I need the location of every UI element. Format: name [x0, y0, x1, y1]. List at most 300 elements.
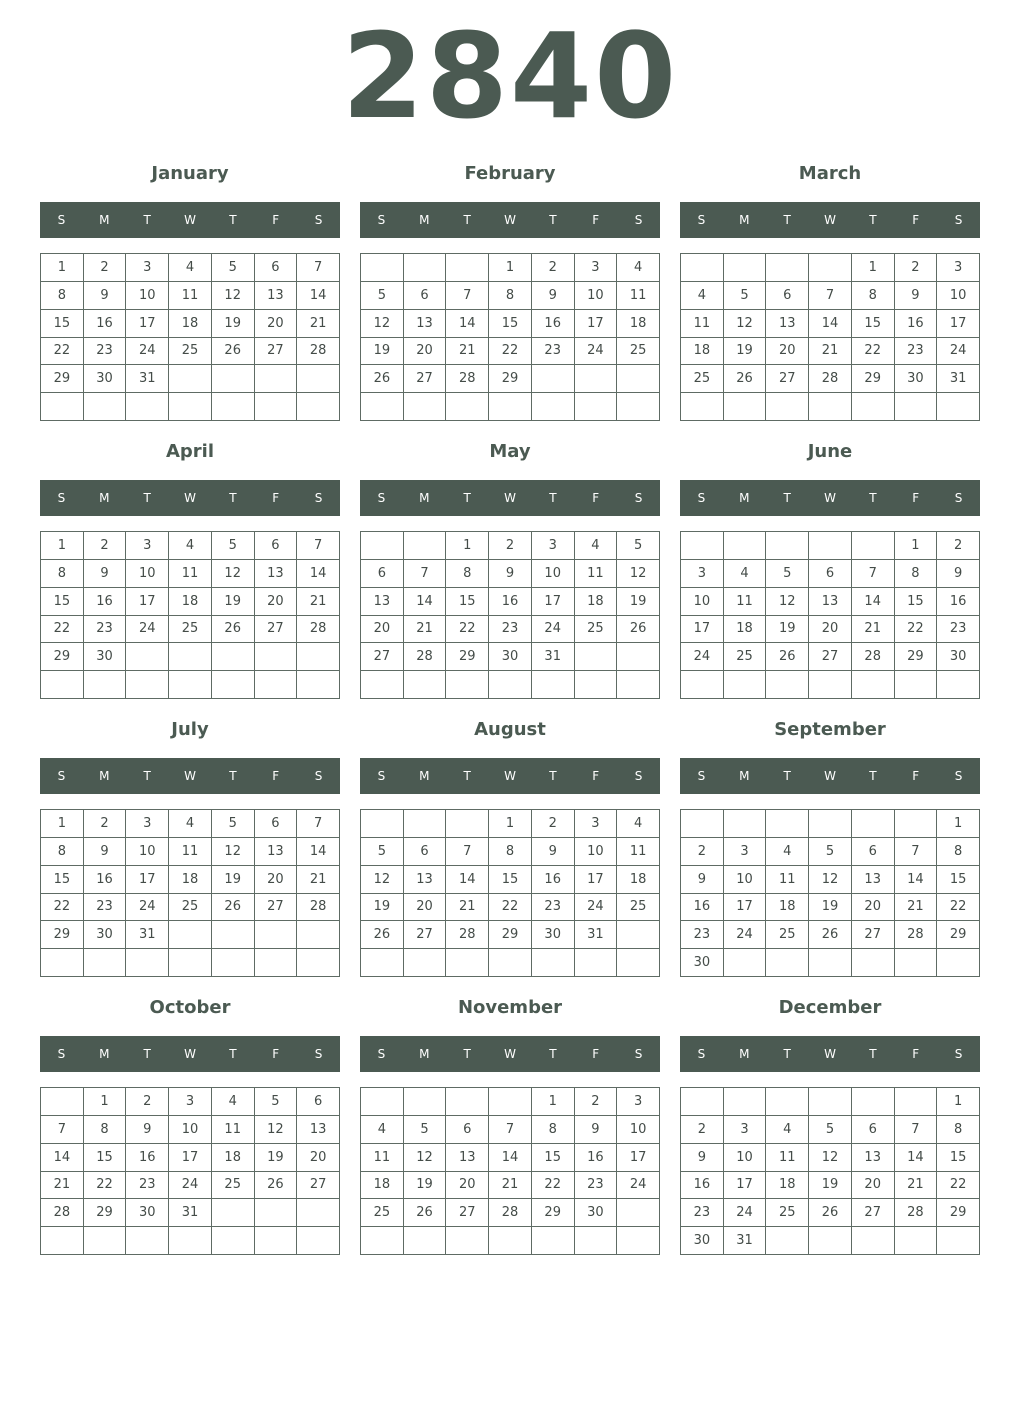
day-cell: 13	[361, 588, 404, 616]
day-cell: 11	[212, 1116, 255, 1144]
empty-day-cell	[255, 365, 298, 393]
day-cell: 20	[404, 894, 447, 922]
weekday-label: F	[272, 213, 280, 227]
day-cell: 3	[617, 1088, 660, 1116]
day-cell: 22	[41, 616, 84, 644]
day-cell: 10	[126, 282, 169, 310]
empty-day-cell	[212, 1227, 255, 1255]
month-november	[360, 993, 660, 1221]
day-cell: 7	[809, 282, 852, 310]
empty-day-cell	[895, 1227, 938, 1255]
day-cell: 10	[575, 838, 618, 866]
day-cell: 29	[852, 365, 895, 393]
empty-day-cell	[809, 532, 852, 560]
day-cell: 26	[809, 921, 852, 949]
day-cell: 24	[575, 894, 618, 922]
weekday-label: W	[184, 213, 196, 227]
day-cell: 20	[766, 338, 809, 366]
day-cell: 13	[766, 310, 809, 338]
day-cell: 2	[84, 810, 127, 838]
weekday-label: T	[143, 213, 151, 227]
weekday-label: T	[549, 1047, 557, 1061]
day-cell: 1	[937, 810, 980, 838]
empty-day-cell	[361, 254, 404, 282]
day-cell: 20	[255, 310, 298, 338]
empty-day-cell	[852, 393, 895, 421]
day-cell: 22	[489, 894, 532, 922]
weekday-label: S	[954, 1047, 963, 1061]
day-cell: 28	[41, 1199, 84, 1227]
day-cell: 14	[297, 560, 340, 588]
empty-day-cell	[937, 1227, 980, 1255]
day-cell: 17	[126, 588, 169, 616]
day-cell: 12	[361, 310, 404, 338]
weekday-header	[40, 480, 340, 516]
day-cell: 8	[41, 838, 84, 866]
day-cell: 22	[489, 338, 532, 366]
empty-day-cell	[575, 1227, 618, 1255]
day-cell: 17	[126, 310, 169, 338]
day-cell: 24	[126, 616, 169, 644]
day-cell: 1	[41, 532, 84, 560]
day-cell: 18	[766, 1172, 809, 1200]
day-cell: 15	[41, 310, 84, 338]
day-cell: 25	[575, 616, 618, 644]
day-cell: 3	[126, 532, 169, 560]
day-cell: 20	[255, 866, 298, 894]
day-cell: 8	[937, 1116, 980, 1144]
empty-day-cell	[489, 393, 532, 421]
day-cell: 27	[297, 1172, 340, 1200]
day-cell: 22	[84, 1172, 127, 1200]
weekday-label: F	[592, 491, 600, 505]
day-cell: 2	[681, 1116, 724, 1144]
empty-day-cell	[297, 1227, 340, 1255]
weekday-label: T	[549, 491, 557, 505]
empty-day-cell	[404, 810, 447, 838]
weekday-label: T	[143, 491, 151, 505]
weekday-label: W	[824, 1047, 836, 1061]
weekday-label: T	[549, 769, 557, 783]
day-cell: 29	[489, 921, 532, 949]
empty-day-cell	[766, 532, 809, 560]
weekday-label: S	[954, 491, 963, 505]
day-cell: 21	[297, 866, 340, 894]
day-cell: 21	[446, 338, 489, 366]
day-cell: 4	[766, 838, 809, 866]
weekday-label: T	[549, 213, 557, 227]
day-cell: 30	[84, 921, 127, 949]
day-cell: 5	[212, 254, 255, 282]
day-cell: 14	[809, 310, 852, 338]
day-cell: 8	[532, 1116, 575, 1144]
weekday-label: T	[229, 769, 237, 783]
empty-day-cell	[575, 393, 618, 421]
weekday-label: T	[869, 491, 877, 505]
day-cell: 9	[489, 560, 532, 588]
day-cell: 14	[297, 838, 340, 866]
day-cell: 12	[809, 866, 852, 894]
day-cell: 3	[126, 810, 169, 838]
day-cell: 6	[361, 560, 404, 588]
day-cell: 29	[41, 643, 84, 671]
empty-day-cell	[255, 393, 298, 421]
day-cell: 3	[169, 1088, 212, 1116]
day-cell: 7	[297, 254, 340, 282]
empty-day-cell	[681, 671, 724, 699]
day-cell: 25	[724, 643, 767, 671]
month-name: May	[489, 441, 531, 462]
day-cell: 27	[809, 643, 852, 671]
day-cell: 25	[681, 365, 724, 393]
weekday-label: S	[57, 213, 66, 227]
day-cell: 4	[575, 532, 618, 560]
day-cell: 21	[809, 338, 852, 366]
day-cell: 6	[404, 282, 447, 310]
month-name: September	[774, 719, 886, 740]
weekday-label: W	[504, 1047, 516, 1061]
weekday-label: T	[783, 769, 791, 783]
day-grid	[40, 253, 340, 421]
day-cell: 16	[937, 588, 980, 616]
day-grid	[40, 531, 340, 699]
day-grid	[680, 253, 980, 421]
weekday-label: F	[912, 1047, 920, 1061]
day-cell: 10	[575, 282, 618, 310]
weekday-header	[680, 758, 980, 794]
weekday-label: S	[697, 1047, 706, 1061]
empty-day-cell	[126, 1227, 169, 1255]
empty-day-cell	[724, 254, 767, 282]
month-february	[360, 159, 660, 387]
day-cell: 28	[446, 365, 489, 393]
day-cell: 27	[255, 616, 298, 644]
weekday-label: F	[912, 491, 920, 505]
day-cell: 11	[169, 282, 212, 310]
empty-day-cell	[809, 671, 852, 699]
weekday-label: F	[592, 1047, 600, 1061]
day-cell: 30	[895, 365, 938, 393]
day-cell: 6	[297, 1088, 340, 1116]
empty-day-cell	[852, 1088, 895, 1116]
day-cell: 6	[255, 810, 298, 838]
day-cell: 20	[446, 1172, 489, 1200]
day-cell: 28	[809, 365, 852, 393]
day-cell: 12	[255, 1116, 298, 1144]
empty-day-cell	[489, 1088, 532, 1116]
day-cell: 11	[361, 1144, 404, 1172]
empty-day-cell	[212, 643, 255, 671]
day-cell: 3	[532, 532, 575, 560]
month-july	[40, 715, 340, 943]
day-cell: 21	[297, 310, 340, 338]
day-cell: 17	[681, 616, 724, 644]
empty-day-cell	[404, 393, 447, 421]
day-cell: 7	[297, 810, 340, 838]
day-cell: 25	[766, 1199, 809, 1227]
day-cell: 21	[895, 894, 938, 922]
day-cell: 27	[404, 365, 447, 393]
month-name: June	[807, 441, 853, 462]
day-cell: 11	[169, 560, 212, 588]
day-cell: 9	[895, 282, 938, 310]
day-cell: 21	[297, 588, 340, 616]
weekday-label: S	[697, 213, 706, 227]
empty-day-cell	[681, 1088, 724, 1116]
empty-day-cell	[575, 671, 618, 699]
weekday-label: S	[314, 769, 323, 783]
empty-day-cell	[446, 1227, 489, 1255]
weekday-label: W	[504, 769, 516, 783]
day-cell: 2	[681, 838, 724, 866]
day-cell: 27	[361, 643, 404, 671]
day-cell: 5	[617, 532, 660, 560]
day-cell: 19	[255, 1144, 298, 1172]
weekday-label: S	[697, 491, 706, 505]
day-cell: 10	[532, 560, 575, 588]
empty-day-cell	[41, 393, 84, 421]
day-cell: 18	[169, 866, 212, 894]
empty-day-cell	[724, 810, 767, 838]
day-cell: 17	[575, 866, 618, 894]
empty-day-cell	[169, 365, 212, 393]
empty-day-cell	[724, 393, 767, 421]
empty-day-cell	[852, 810, 895, 838]
weekday-label: M	[99, 213, 110, 227]
day-cell: 26	[809, 1199, 852, 1227]
day-cell: 13	[446, 1144, 489, 1172]
empty-day-cell	[937, 393, 980, 421]
empty-day-cell	[41, 671, 84, 699]
day-cell: 8	[937, 838, 980, 866]
weekday-label: M	[419, 1047, 430, 1061]
weekday-label: W	[824, 491, 836, 505]
day-cell: 12	[212, 560, 255, 588]
month-april	[40, 437, 340, 665]
day-cell: 22	[937, 894, 980, 922]
empty-day-cell	[255, 1227, 298, 1255]
day-cell: 29	[937, 921, 980, 949]
empty-day-cell	[617, 671, 660, 699]
weekday-label: T	[229, 491, 237, 505]
year-title: 2840	[341, 7, 679, 145]
weekday-label: S	[314, 213, 323, 227]
day-cell: 25	[361, 1199, 404, 1227]
weekday-label: S	[314, 491, 323, 505]
day-cell: 8	[489, 282, 532, 310]
day-cell: 25	[766, 921, 809, 949]
month-name: February	[464, 163, 556, 184]
day-cell: 4	[724, 560, 767, 588]
day-cell: 27	[852, 921, 895, 949]
empty-day-cell	[126, 949, 169, 977]
empty-day-cell	[809, 254, 852, 282]
empty-day-cell	[489, 671, 532, 699]
day-cell: 23	[84, 338, 127, 366]
day-cell: 13	[809, 588, 852, 616]
day-cell: 9	[532, 838, 575, 866]
empty-day-cell	[84, 671, 127, 699]
empty-day-cell	[489, 949, 532, 977]
day-cell: 10	[724, 1144, 767, 1172]
weekday-label: F	[272, 769, 280, 783]
day-cell: 15	[446, 588, 489, 616]
day-cell: 7	[404, 560, 447, 588]
day-grid	[360, 809, 660, 977]
day-cell: 5	[212, 810, 255, 838]
empty-day-cell	[126, 393, 169, 421]
day-cell: 26	[212, 338, 255, 366]
empty-day-cell	[404, 532, 447, 560]
day-cell: 22	[937, 1172, 980, 1200]
empty-day-cell	[41, 1227, 84, 1255]
day-cell: 10	[169, 1116, 212, 1144]
weekday-label: M	[99, 491, 110, 505]
weekday-header	[40, 758, 340, 794]
month-name: July	[171, 719, 209, 740]
weekday-label: S	[57, 1047, 66, 1061]
day-cell: 18	[575, 588, 618, 616]
day-cell: 15	[84, 1144, 127, 1172]
month-september	[680, 715, 980, 971]
day-cell: 30	[681, 1227, 724, 1255]
empty-day-cell	[532, 671, 575, 699]
day-cell: 2	[126, 1088, 169, 1116]
day-grid	[360, 531, 660, 699]
empty-day-cell	[617, 365, 660, 393]
day-cell: 18	[766, 894, 809, 922]
day-cell: 16	[681, 1172, 724, 1200]
day-cell: 23	[532, 894, 575, 922]
empty-day-cell	[446, 1088, 489, 1116]
day-cell: 23	[84, 894, 127, 922]
day-cell: 4	[212, 1088, 255, 1116]
day-cell: 24	[169, 1172, 212, 1200]
weekday-label: T	[783, 1047, 791, 1061]
weekday-label: F	[592, 213, 600, 227]
day-cell: 7	[297, 532, 340, 560]
empty-day-cell	[169, 1227, 212, 1255]
empty-day-cell	[255, 921, 298, 949]
day-cell: 17	[937, 310, 980, 338]
weekday-label: T	[869, 1047, 877, 1061]
month-name: November	[457, 997, 563, 1018]
day-cell: 1	[895, 532, 938, 560]
weekday-label: F	[912, 769, 920, 783]
day-cell: 14	[852, 588, 895, 616]
day-cell: 10	[681, 588, 724, 616]
day-cell: 14	[446, 310, 489, 338]
day-cell: 5	[361, 282, 404, 310]
empty-day-cell	[126, 643, 169, 671]
empty-day-cell	[361, 671, 404, 699]
day-cell: 11	[169, 838, 212, 866]
weekday-header	[360, 1036, 660, 1072]
day-cell: 14	[404, 588, 447, 616]
empty-day-cell	[84, 1227, 127, 1255]
month-name: October	[149, 997, 231, 1018]
empty-day-cell	[766, 810, 809, 838]
weekday-label: T	[229, 213, 237, 227]
day-cell: 1	[446, 532, 489, 560]
weekday-label: S	[377, 769, 386, 783]
weekday-label: W	[824, 769, 836, 783]
empty-day-cell	[446, 810, 489, 838]
day-cell: 29	[84, 1199, 127, 1227]
weekday-label: S	[57, 769, 66, 783]
day-cell: 18	[169, 310, 212, 338]
day-cell: 8	[489, 838, 532, 866]
day-cell: 15	[895, 588, 938, 616]
month-name: January	[151, 163, 229, 184]
day-cell: 28	[895, 921, 938, 949]
day-cell: 18	[617, 310, 660, 338]
day-cell: 5	[724, 282, 767, 310]
weekday-label: T	[869, 213, 877, 227]
day-cell: 28	[446, 921, 489, 949]
day-cell: 17	[169, 1144, 212, 1172]
empty-day-cell	[404, 671, 447, 699]
day-cell: 21	[852, 616, 895, 644]
day-cell: 2	[84, 254, 127, 282]
empty-day-cell	[809, 393, 852, 421]
weekday-label: S	[377, 1047, 386, 1061]
day-cell: 5	[361, 838, 404, 866]
day-cell: 19	[404, 1172, 447, 1200]
day-cell: 4	[617, 254, 660, 282]
day-cell: 11	[766, 1144, 809, 1172]
weekday-header	[360, 202, 660, 238]
day-cell: 8	[852, 282, 895, 310]
day-cell: 7	[446, 282, 489, 310]
day-cell: 19	[809, 894, 852, 922]
day-cell: 1	[852, 254, 895, 282]
day-cell: 16	[84, 588, 127, 616]
day-cell: 4	[169, 810, 212, 838]
weekday-label: M	[739, 1047, 750, 1061]
day-cell: 26	[361, 365, 404, 393]
empty-day-cell	[297, 949, 340, 977]
day-cell: 21	[446, 894, 489, 922]
empty-day-cell	[446, 671, 489, 699]
weekday-header	[680, 1036, 980, 1072]
weekday-label: M	[419, 213, 430, 227]
day-cell: 2	[937, 532, 980, 560]
empty-day-cell	[766, 671, 809, 699]
day-cell: 31	[575, 921, 618, 949]
empty-day-cell	[404, 254, 447, 282]
day-cell: 20	[255, 588, 298, 616]
day-cell: 26	[617, 616, 660, 644]
empty-day-cell	[617, 1199, 660, 1227]
empty-day-cell	[169, 921, 212, 949]
day-cell: 31	[532, 643, 575, 671]
day-cell: 14	[297, 282, 340, 310]
day-cell: 6	[852, 838, 895, 866]
day-cell: 17	[575, 310, 618, 338]
day-cell: 17	[532, 588, 575, 616]
day-cell: 29	[41, 365, 84, 393]
empty-day-cell	[895, 1088, 938, 1116]
empty-day-cell	[361, 1088, 404, 1116]
empty-day-cell	[169, 671, 212, 699]
day-cell: 28	[852, 643, 895, 671]
empty-day-cell	[446, 393, 489, 421]
day-cell: 25	[169, 894, 212, 922]
day-cell: 11	[575, 560, 618, 588]
day-cell: 10	[724, 866, 767, 894]
day-cell: 12	[212, 282, 255, 310]
